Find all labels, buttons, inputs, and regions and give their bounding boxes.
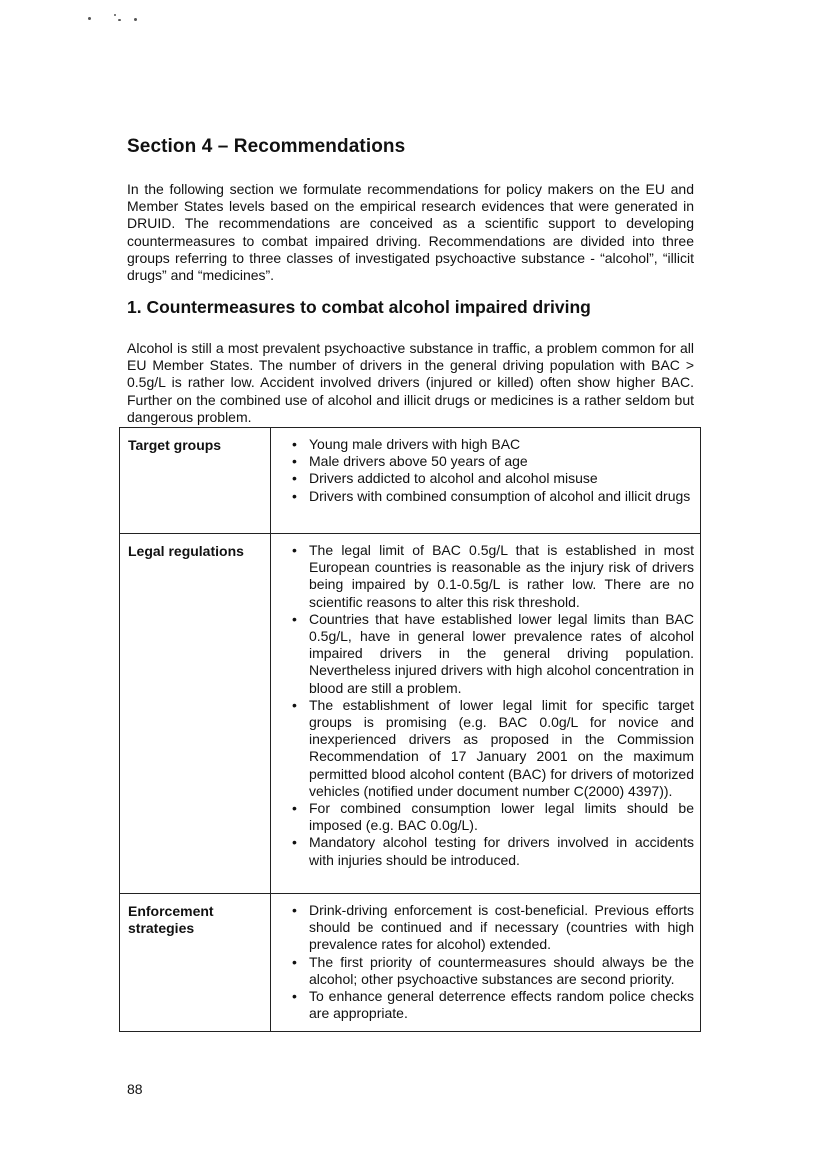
page-number: 88: [127, 1081, 143, 1097]
list-item-text: The legal limit of BAC 0.5g/L that is established in most European countries is reasonable as the injury risk of drivers being impaired by 0.1-0.5g/L is rather low. There are no scientific reasons to alter this risk threshold.: [309, 542, 694, 610]
row-content: [271, 534, 701, 894]
recommendations-table: [119, 427, 701, 1032]
bullet-icon: •: [292, 436, 297, 452]
subsection-title: 1. Countermeasures to combat alcohol impaired driving: [127, 297, 591, 317]
table-row: [120, 894, 701, 1032]
list-item-text: The establishment of lower legal limit for specific target groups is promising (e.g. BAC 0.0g/L for novice and inexperienced drivers as proposed in the Commission Recommendation of 17 January 2001 on the maximum permitted blood alcohol content (BAC) for drivers of motorized vehicles (notified under document number C(2000) 4397)).: [309, 696, 694, 799]
section-title: Section 4 – Recommendations: [127, 136, 406, 157]
list-item-text: Young male drivers with high BAC: [309, 436, 521, 452]
bullet-list: [279, 902, 694, 1022]
bullet-icon: •: [292, 542, 297, 558]
bullet-icon: •: [292, 800, 297, 817]
list-item-text: For combined consumption lower legal limits should be imposed (e.g. BAC 0.0g/L).: [309, 800, 694, 834]
bullet-list: [279, 436, 694, 505]
bullet-icon: •: [292, 834, 297, 851]
list-item: [279, 800, 694, 834]
list-item-text: Mandatory alcohol testing for drivers involved in accidents with injuries should be introduced.: [309, 834, 694, 868]
list-item-text: Drink-driving enforcement is cost-beneficial. Previous efforts should be continued and if necessary (countries with high prevalence rates for alcohol) extended.: [309, 902, 694, 953]
list-item: [279, 470, 694, 487]
table-row: [120, 428, 701, 534]
row-label: Enforcement strategies: [120, 894, 271, 1032]
list-item: [279, 954, 694, 988]
subsection-intro-paragraph: Alcohol is still a most prevalent psychoactive substance in traffic, a problem common for all EU Member States. The number of drivers in the general driving population with BAC > 0.5g/L is rather low. Accident involved drivers (injured or killed) often show higher BAC. Further on the combined use of alcohol and illicit drugs or medicines is a rather seldom but dangerous problem.: [127, 340, 694, 425]
bullet-icon: •: [292, 696, 297, 713]
list-item: [279, 902, 694, 954]
list-item: [279, 436, 694, 453]
bullet-icon: •: [292, 988, 297, 1005]
list-item-text: The first priority of countermeasures should always be the alcohol; other psychoactive substances are second priority.: [309, 953, 694, 987]
list-item-text: Male drivers above 50 years of age: [309, 453, 528, 470]
bullet-icon: •: [292, 953, 297, 970]
list-item: [279, 542, 694, 611]
list-item-text: To enhance general deterrence effects random police checks are appropriate.: [309, 988, 694, 1022]
bullet-icon: •: [292, 902, 297, 918]
intro-paragraph: In the following section we formulate recommendations for policy makers on the EU and Member States levels based on the empirical research evidences that were generated in DRUID. The recommendations are conceived as a scientific support to developing countermeasures to combat impaired driving. Recommendations are divided into three groups referring to three classes of investigated psychoactive substance - “alcohol”, “illicit drugs” and “medicines”.: [127, 181, 694, 284]
list-item: [279, 988, 694, 1022]
row-content: [271, 894, 701, 1032]
row-label: Target groups: [120, 428, 271, 534]
list-item: [279, 488, 694, 505]
list-item-text: Countries that have established lower legal limits than BAC 0.5g/L, have in general lower prevalence rates of alcohol impaired drivers in the general driving population. Nevertheless injured drivers with high alcohol concentration in blood are still a problem.: [309, 610, 694, 696]
bullet-icon: •: [292, 453, 297, 470]
list-item-text: Drivers with combined consumption of alcohol and illicit drugs: [309, 487, 691, 504]
list-item: [279, 697, 694, 800]
bullet-icon: •: [292, 487, 297, 504]
list-item: [279, 611, 694, 697]
table-row: [120, 534, 701, 894]
list-item-text: Drivers addicted to alcohol and alcohol misuse: [309, 470, 598, 487]
scan-specks: [84, 12, 154, 26]
bullet-icon: •: [292, 470, 297, 487]
bullet-list: [279, 542, 694, 869]
bullet-icon: •: [292, 610, 297, 627]
row-label: Legal regulations: [120, 534, 271, 894]
list-item: [279, 453, 694, 470]
list-item: [279, 834, 694, 868]
row-content: [271, 428, 701, 534]
